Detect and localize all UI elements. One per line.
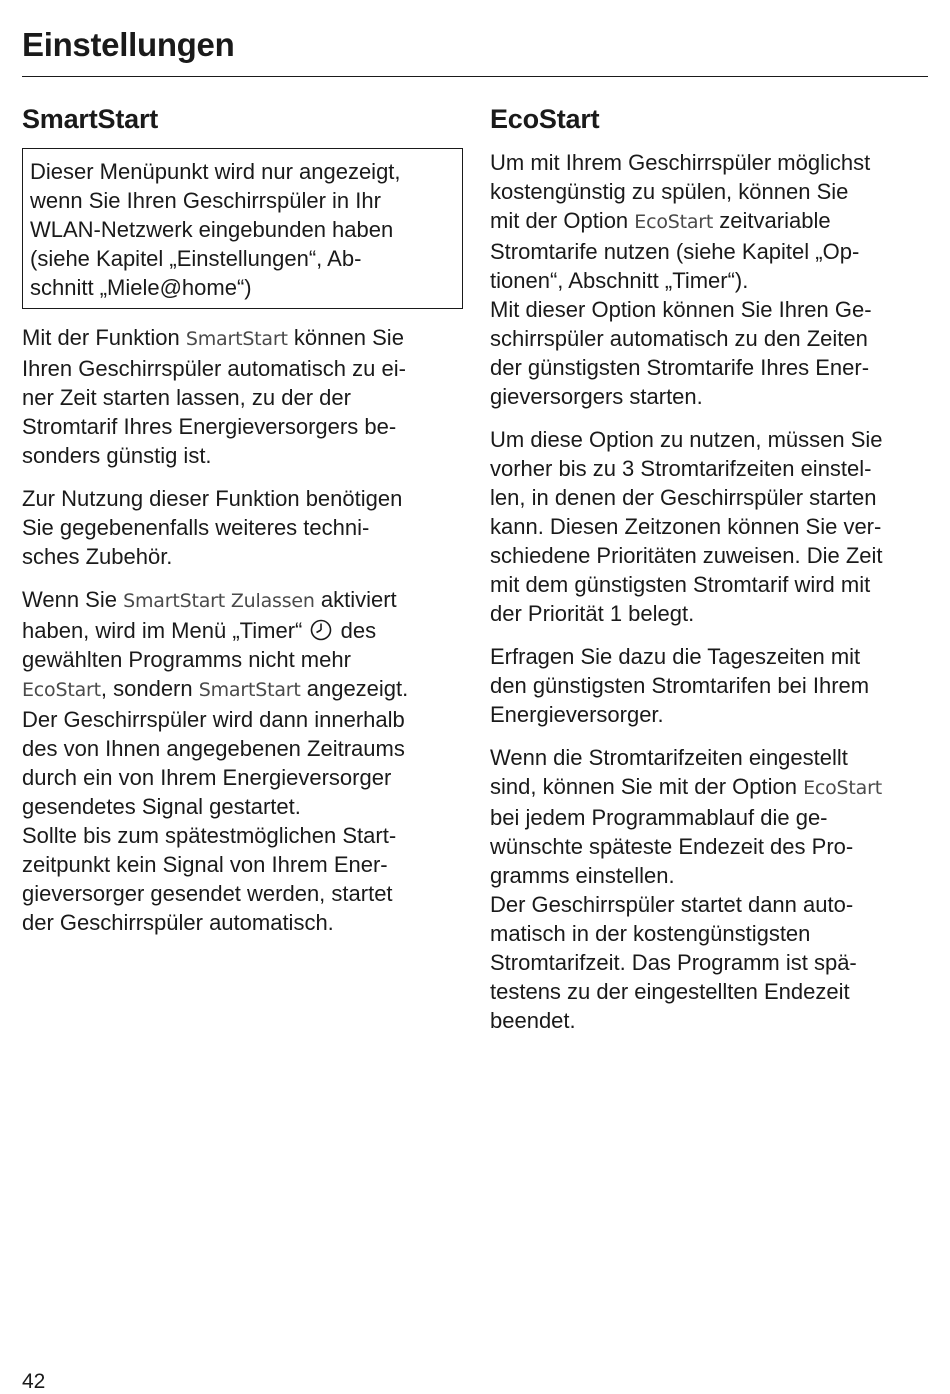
menu-term: EcoStart (634, 211, 714, 233)
text-line: Stromtarifzeit. Das Programm ist spä- (490, 950, 857, 975)
text-line: sches Zubehör. (22, 544, 173, 569)
text-span: sind, können Sie mit der Option (490, 774, 804, 799)
text-line: sonders günstig ist. (22, 443, 212, 468)
text-span: Wenn Sie (22, 587, 124, 612)
ecostart-paragraph-2 (490, 425, 930, 628)
text-span: angezeigt. (300, 676, 409, 701)
note-line: wenn Sie Ihren Geschirrspüler in Ihr (30, 188, 381, 213)
text-line: vorher bis zu 3 Stromtarifzeiten einstel- (490, 456, 872, 481)
clock-icon (310, 619, 332, 641)
text-line: gramms einstellen. (490, 863, 675, 888)
text-line: testens zu der eingestellten Endezeit (490, 979, 850, 1004)
text-line: gieversorgers starten. (490, 384, 703, 409)
text-line: gewählten Programms nicht mehr (22, 647, 351, 672)
ecostart-section (490, 100, 930, 1049)
menu-term: EcoStart (22, 679, 101, 701)
page-number: 42 (22, 1370, 46, 1393)
text-line: len, in denen der Geschirrspüler starten (490, 485, 877, 510)
text-line: ner Zeit starten lassen, zu der der (22, 385, 351, 410)
smartstart-paragraph-2 (22, 484, 462, 571)
menu-term: SmartStart Zulassen (123, 590, 315, 612)
ecostart-paragraph-3 (490, 642, 930, 729)
text-line: Zur Nutzung dieser Funktion benötigen (22, 486, 403, 511)
smartstart-paragraph-3 (22, 585, 462, 937)
text-span: aktiviert (314, 587, 397, 612)
text-line (22, 616, 462, 645)
text-line: matisch in der kostengünstigsten (490, 921, 811, 946)
text-line: der Priorität 1 belegt. (490, 601, 695, 626)
text-line: bei jedem Programmablauf die ge- (490, 805, 828, 830)
menu-term: SmartStart (198, 679, 301, 701)
text-line: Wenn die Stromtarifzeiten eingestellt (490, 745, 848, 770)
text-line: kostengünstig zu spülen, können Sie (490, 179, 849, 204)
text-span: haben, wird im Menü „Timer“ (22, 618, 309, 643)
text-line: wünschte späteste Endezeit des Pro- (490, 834, 854, 859)
text-line: Energieversorger. (490, 702, 664, 727)
text-line: Mit dieser Option können Sie Ihren Ge- (490, 297, 872, 322)
text-line: schiedene Prioritäten zuweisen. Die Zeit (490, 543, 883, 568)
text-span: des (334, 618, 377, 643)
ecostart-heading: EcoStart (490, 104, 600, 134)
text-line: den günstigsten Stromtarifen bei Ihrem (490, 673, 870, 698)
text-line: beendet. (490, 1008, 576, 1033)
text-line: Sollte bis zum spätestmöglichen Start- (22, 823, 397, 848)
text-line: kann. Diesen Zeitzonen können Sie ver- (490, 514, 882, 539)
smartstart-section (22, 100, 462, 951)
text-line: Ihren Geschirrspüler automatisch zu ei- (22, 356, 406, 381)
text-line: tionen“, Abschnitt „Timer“). (490, 268, 749, 293)
text-line: Sie gegebenenfalls weiteres techni- (22, 515, 370, 540)
ecostart-paragraph-4 (490, 743, 930, 1035)
smartstart-heading: SmartStart (22, 104, 159, 134)
text-line (490, 772, 930, 803)
text-line (490, 206, 930, 237)
text-line: Der Geschirrspüler wird dann innerhalb (22, 707, 405, 732)
text-line: Stromtarif Ihres Energieversorgers be- (22, 414, 397, 439)
text-line: Der Geschirrspüler startet dann auto- (490, 892, 854, 917)
text-line (22, 674, 462, 705)
text-line: schirrspüler automatisch zu den Zeiten (490, 326, 868, 351)
header-rule (22, 76, 928, 77)
text-line: Um diese Option zu nutzen, müssen Sie (490, 427, 883, 452)
note-line: (siehe Kapitel „Einstellungen“, Ab- (30, 246, 362, 271)
text-span: Mit der Funktion (22, 325, 186, 350)
text-line: der Geschirrspüler automatisch. (22, 910, 334, 935)
text-line: mit dem günstigsten Stromtarif wird mit (490, 572, 871, 597)
smartstart-paragraph-1 (22, 323, 462, 470)
text-line: durch ein von Ihrem Energieversorger (22, 765, 392, 790)
text-span: zeitvariable (713, 208, 831, 233)
text-line: zeitpunkt kein Signal von Ihrem Ener- (22, 852, 388, 877)
menu-term: SmartStart (185, 328, 288, 350)
text-line: Stromtarife nutzen (siehe Kapitel „Op- (490, 239, 860, 264)
menu-term: EcoStart (803, 777, 882, 799)
note-line: WLAN-Netzwerk eingebunden haben (30, 217, 394, 242)
text-line: gesendetes Signal gestartet. (22, 794, 301, 819)
text-line: des von Ihnen angegebenen Zeitraums (22, 736, 405, 761)
note-box (22, 148, 463, 309)
text-line: Um mit Ihrem Geschirrspüler möglichst (490, 150, 871, 175)
text-line: Erfragen Sie dazu die Tageszeiten mit (490, 644, 861, 669)
text-span: können Sie (287, 325, 404, 350)
text-line (22, 323, 462, 354)
text-span: , sondern (100, 676, 199, 701)
note-line: Dieser Menüpunkt wird nur angezeigt, (30, 159, 401, 184)
text-line (22, 585, 462, 616)
page-title: Einstellungen (22, 26, 235, 63)
text-span: mit der Option (490, 208, 635, 233)
text-line: der günstigsten Stromtarife Ihres Ener- (490, 355, 870, 380)
text-line: gieversorger gesendet werden, startet (22, 881, 393, 906)
note-line: schnitt „Miele@home“) (30, 275, 252, 300)
ecostart-paragraph-1 (490, 148, 930, 411)
